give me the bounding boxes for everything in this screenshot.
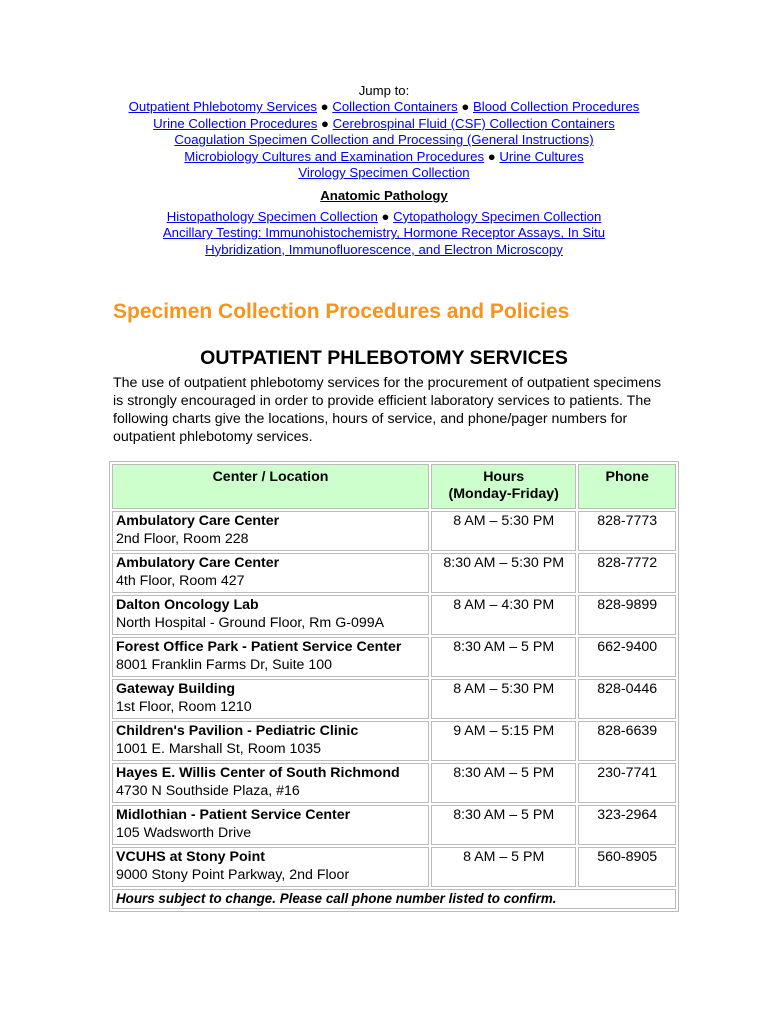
jump-to-label: Jump to: xyxy=(358,83,410,98)
hours-cell: 8 AM – 5:30 PM xyxy=(431,511,576,551)
phone-cell: 230-7741 xyxy=(578,763,676,803)
location-address: 1001 E. Marshall St, Room 1035 xyxy=(116,740,322,757)
table-row xyxy=(112,805,676,845)
jump-navigation xyxy=(0,83,768,258)
phone-cell: 662-9400 xyxy=(578,637,676,677)
location-address: 105 Wadsworth Drive xyxy=(116,824,252,841)
link-coagulation[interactable]: Coagulation Specimen Collection and Processing (General Instructions) xyxy=(174,132,594,148)
table-row xyxy=(112,679,676,719)
link-collection-containers[interactable]: Collection Containers xyxy=(332,99,458,115)
table-row xyxy=(112,763,676,803)
nav-line-6 xyxy=(0,209,768,225)
hours-cell: 8:30 AM – 5:30 PM xyxy=(431,553,576,593)
location-name: Midlothian - Patient Service Center xyxy=(116,807,351,823)
table-row xyxy=(112,511,676,551)
intro-paragraph: The use of outpatient phlebotomy services for the procurement of outpatient specimens is strongly encouraged in order to provide efficient laboratory services to patients. The following charts give the locations, hours of service, and phone/pager numbers for outpatient phlebotomy services. xyxy=(113,375,662,445)
location-name: Forest Office Park - Patient Service Center xyxy=(116,639,402,655)
nav-line-4 xyxy=(0,149,768,165)
bullet-separator: ● xyxy=(321,115,329,131)
phone-cell: 828-9899 xyxy=(578,595,676,635)
hours-cell: 8:30 AM – 5 PM xyxy=(431,805,576,845)
table-footer-row xyxy=(112,889,676,909)
table-header-row xyxy=(112,464,676,509)
phlebotomy-locations-table xyxy=(109,461,679,912)
header-hours-label: Hours xyxy=(483,469,525,485)
hours-cell: 8:30 AM – 5 PM xyxy=(431,763,576,803)
phone-cell: 323-2964 xyxy=(578,805,676,845)
section-heading: OUTPATIENT PHLEBOTOMY SERVICES xyxy=(200,347,568,369)
header-hours-days: (Monday-Friday) xyxy=(448,486,559,502)
location-cell xyxy=(112,847,429,887)
header-phone: Phone xyxy=(578,464,676,509)
location-cell xyxy=(112,679,429,719)
phone-cell: 828-7772 xyxy=(578,553,676,593)
hours-cell: 9 AM – 5:15 PM xyxy=(431,721,576,761)
phone-cell: 828-7773 xyxy=(578,511,676,551)
nav-line-8 xyxy=(0,242,768,258)
location-address: North Hospital - Ground Floor, Rm G-099A xyxy=(116,614,385,631)
table-row xyxy=(112,721,676,761)
bullet-separator: ● xyxy=(487,148,496,164)
location-name: Ambulatory Care Center xyxy=(116,513,280,529)
link-urine-collection[interactable]: Urine Collection Procedures xyxy=(153,115,318,131)
bullet-separator: ● xyxy=(381,208,390,224)
phone-cell: 828-0446 xyxy=(578,679,676,719)
location-cell xyxy=(112,511,429,551)
phone-cell: 828-6639 xyxy=(578,721,676,761)
hours-disclaimer: Hours subject to change. Please call phone number listed to confirm. xyxy=(112,889,676,909)
location-address: 1st Floor, Room 1210 xyxy=(116,698,252,715)
header-location: Center / Location xyxy=(112,464,429,509)
link-virology[interactable]: Virology Specimen Collection xyxy=(298,165,470,181)
phone-cell: 560-8905 xyxy=(578,847,676,887)
location-cell xyxy=(112,721,429,761)
anatomic-pathology-heading: Anatomic Pathology xyxy=(320,188,448,204)
location-address: 9000 Stony Point Parkway, 2nd Floor xyxy=(116,866,350,883)
link-microbiology[interactable]: Microbiology Cultures and Examination Procedures xyxy=(184,148,485,164)
location-name: Hayes E. Willis Center of South Richmond xyxy=(116,765,400,781)
location-name: Ambulatory Care Center xyxy=(116,555,280,571)
location-name: VCUHS at Stony Point xyxy=(116,849,265,865)
location-address: 4730 N Southside Plaza, #16 xyxy=(116,782,300,799)
hours-cell: 8 AM – 5 PM xyxy=(431,847,576,887)
location-address: 4th Floor, Room 427 xyxy=(116,572,245,589)
location-name: Dalton Oncology Lab xyxy=(116,597,259,613)
location-cell xyxy=(112,553,429,593)
nav-line-2 xyxy=(0,116,768,132)
table-row xyxy=(112,847,676,887)
location-cell xyxy=(112,763,429,803)
location-address: 2nd Floor, Room 228 xyxy=(116,530,249,547)
hours-cell: 8 AM – 4:30 PM xyxy=(431,595,576,635)
hours-cell: 8:30 AM – 5 PM xyxy=(431,637,576,677)
header-hours xyxy=(431,464,576,509)
link-histopathology[interactable]: Histopathology Specimen Collection xyxy=(166,208,378,224)
hours-cell: 8 AM – 5:30 PM xyxy=(431,679,576,719)
location-cell xyxy=(112,805,429,845)
link-blood-collection[interactable]: Blood Collection Procedures xyxy=(472,99,640,115)
nav-line-5 xyxy=(0,165,768,181)
location-cell xyxy=(112,595,429,635)
nav-line-3 xyxy=(0,132,768,148)
page-title: Specimen Collection Procedures and Policies xyxy=(113,300,570,323)
bullet-separator: ● xyxy=(320,99,329,115)
location-name: Gateway Building xyxy=(116,681,236,697)
nav-line-1 xyxy=(0,99,768,115)
nav-line-7 xyxy=(0,225,768,241)
link-urine-cultures[interactable]: Urine Cultures xyxy=(499,148,584,164)
bullet-separator: ● xyxy=(461,99,470,115)
link-ancillary-testing-cont[interactable]: Hybridization, Immunofluorescence, and Electron Microscopy xyxy=(205,241,563,257)
link-outpatient-phlebotomy[interactable]: Outpatient Phlebotomy Services xyxy=(128,99,317,115)
table-row xyxy=(112,595,676,635)
table-row xyxy=(112,553,676,593)
link-ancillary-testing[interactable]: Ancillary Testing: Immunohistochemistry, Hormone Receptor Assays, In Situ xyxy=(162,225,606,241)
table-row xyxy=(112,637,676,677)
link-csf-containers[interactable]: Cerebrospinal Fluid (CSF) Collection Containers xyxy=(332,115,615,131)
location-address: 8001 Franklin Farms Dr, Suite 100 xyxy=(116,656,333,673)
location-name: Children's Pavilion - Pediatric Clinic xyxy=(116,723,359,739)
location-cell xyxy=(112,637,429,677)
link-cytopathology[interactable]: Cytopathology Specimen Collection xyxy=(393,208,602,224)
